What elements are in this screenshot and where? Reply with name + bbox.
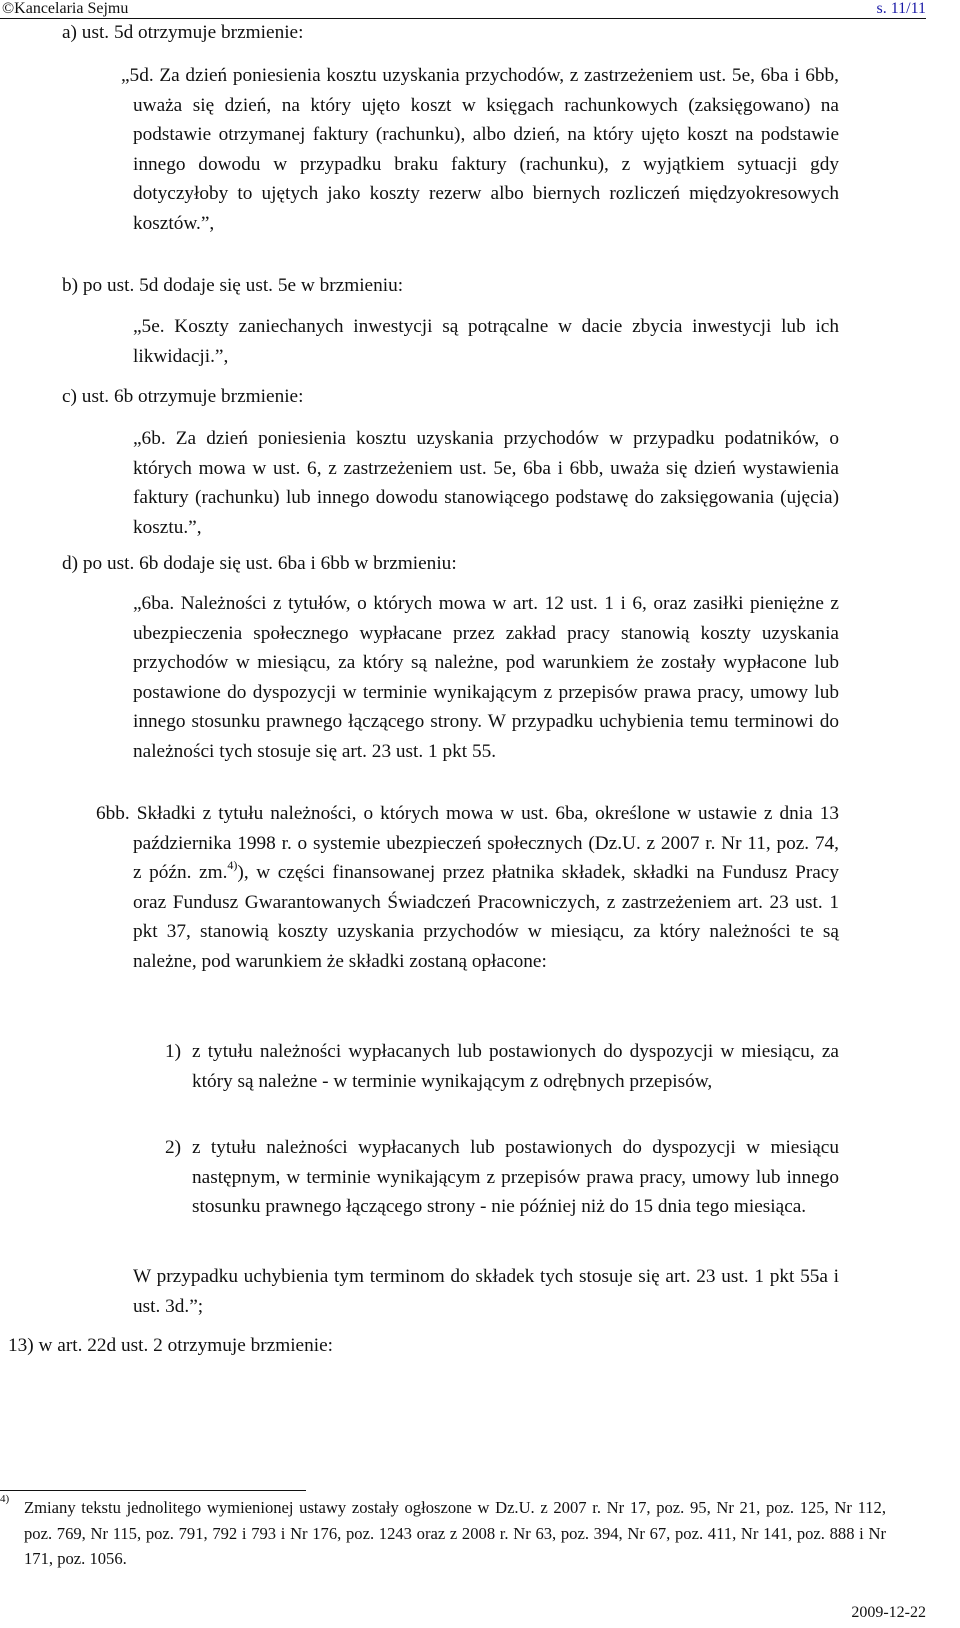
item-a-text: „5d. Za dzień poniesienia kosztu uzyskania przychodów, z zastrzeżeniem ust. 5e, 6ba i 6bb, uważa się dzień, na który ujęto koszt w księgach rachunkowych (zaksięgowano) na podstawie otrzymanej faktury (rachunku), albo dzień, na który ujęto koszt na podstawie innego dowodu w przypadku braku faktury (rachunku), z wyjątkiem sytuacji gdy dotyczyłoby to ujętych jako koszty rezerw albo biernych rozliczeń międzyokresowych kosztów.”, [121,65,839,234]
item-a-label: a) ust. 5d otrzymuje brzmienie: [62,22,304,43]
item-c-text: „6b. Za dzień poniesienia kosztu uzyskania przychodów w przypadku podatników, o których mowa w ust. 6, z zastrzeżeniem ust. 5e, 6ba i 6bb, uważa się dzień wystawienia faktury (rachunku) lub innego dowodu stanowiącego podstawę do zaksięgowania (ujęcia) kosztu.”, [133,428,839,538]
item-d-6ba: „6ba. Należności z tytułów, o których mowa w art. 12 ust. 1 i 6, oraz zasiłki pieniężne z ubezpieczenia społecznego wypłacane przez zakład pracy stanowią koszty uzyskania przychodów w miesiącu, za który są należne, pod warunkiem że zostały wypłacone lub postawione do dyspozycji w terminie wynikającym z przepisów prawa pracy, umowy lub innego stosunku prawnego łączącego strony. W przypadku uchybienia temu terminowi do należności tych stosuje się art. 23 ust. 1 pkt 55. [133,593,839,762]
item-d-label: d) po ust. 6b dodaje się ust. 6ba i 6bb w brzmieniu: [62,553,457,574]
list-item-2-text: z tytułu należności wypłacanych lub postawionych do dyspozycji w miesiącu następnym, w terminie wynikającym z przepisów prawa pracy, umowy lub innego stosunku prawnego łączącego strony - nie później niż do 15 dnia tego miesiąca. [192,1137,839,1217]
list-item-2-number: 2) [165,1137,182,1158]
footnote-text: Zmiany tekstu jednolitego wymienionej ustawy zostały ogłoszone w Dz.U. z 2007 r. Nr 17, poz. 95, Nr 21, poz. 125, Nr 112, poz. 769, Nr 115, poz. 791, 792 i 793 i Nr 176, poz. 1243 oraz z 2008 r. Nr 63, poz. 394, Nr 67, poz. 411, Nr 141, poz. 888 i Nr 171, poz. 1056. [24,1498,886,1568]
list-item-1-text: z tytułu należności wypłacanych lub postawionych do dyspozycji w miesiącu, za który są należne - w terminie wynikającym z odrębnych przepisów, [192,1041,839,1092]
item-13: 13) w art. 22d ust. 2 otrzymuje brzmienie: [8,1335,334,1356]
footnote-mark: 4) [0,1493,10,1505]
closing-paragraph: W przypadku uchybienia tym terminom do składek tych stosuje się art. 23 ust. 1 pkt 55a i ust. 3d.”; [133,1266,839,1317]
header-source: ©Kancelaria Sejmu [2,0,129,17]
item-c-label: c) ust. 6b otrzymuje brzmienie: [62,386,304,407]
document-date: 2009-12-22 [851,1604,926,1621]
item-b-label: b) po ust. 5d dodaje się ust. 5e w brzmieniu: [62,275,404,296]
list-item-1-number: 1) [165,1041,182,1062]
footnote-divider [0,1490,306,1491]
item-d-6bb: 6bb. Składki z tytułu należności, o których mowa w ust. 6ba, określone w ustawie z dnia 13 października 1998 r. o systemie ubezpieczeń społecznych (Dz.U. z 2007 r. Nr 11, poz. 74, z późn. zm.$^{4)}$), w części finansowanej przez płatnika składek, składki na Fundusz Pracy oraz Fundusz Gwarantowanych Świadczeń Pracowniczych, z zastrzeżeniem art. 23 ust. 1 pkt 37, stanowią koszty uzyskania przychodów w miesiącu, za który należności te są należne, pod warunkiem że składki zostaną opłacone: [96,803,840,972]
item-b-text: „5e. Koszty zaniechanych inwestycji są potrącalne w dacie zbycia inwestycji lub ich likwidacji.”, [133,316,839,367]
footnote-ref: 4) [227,857,238,872]
page-number: s. 11/11 [876,0,926,17]
